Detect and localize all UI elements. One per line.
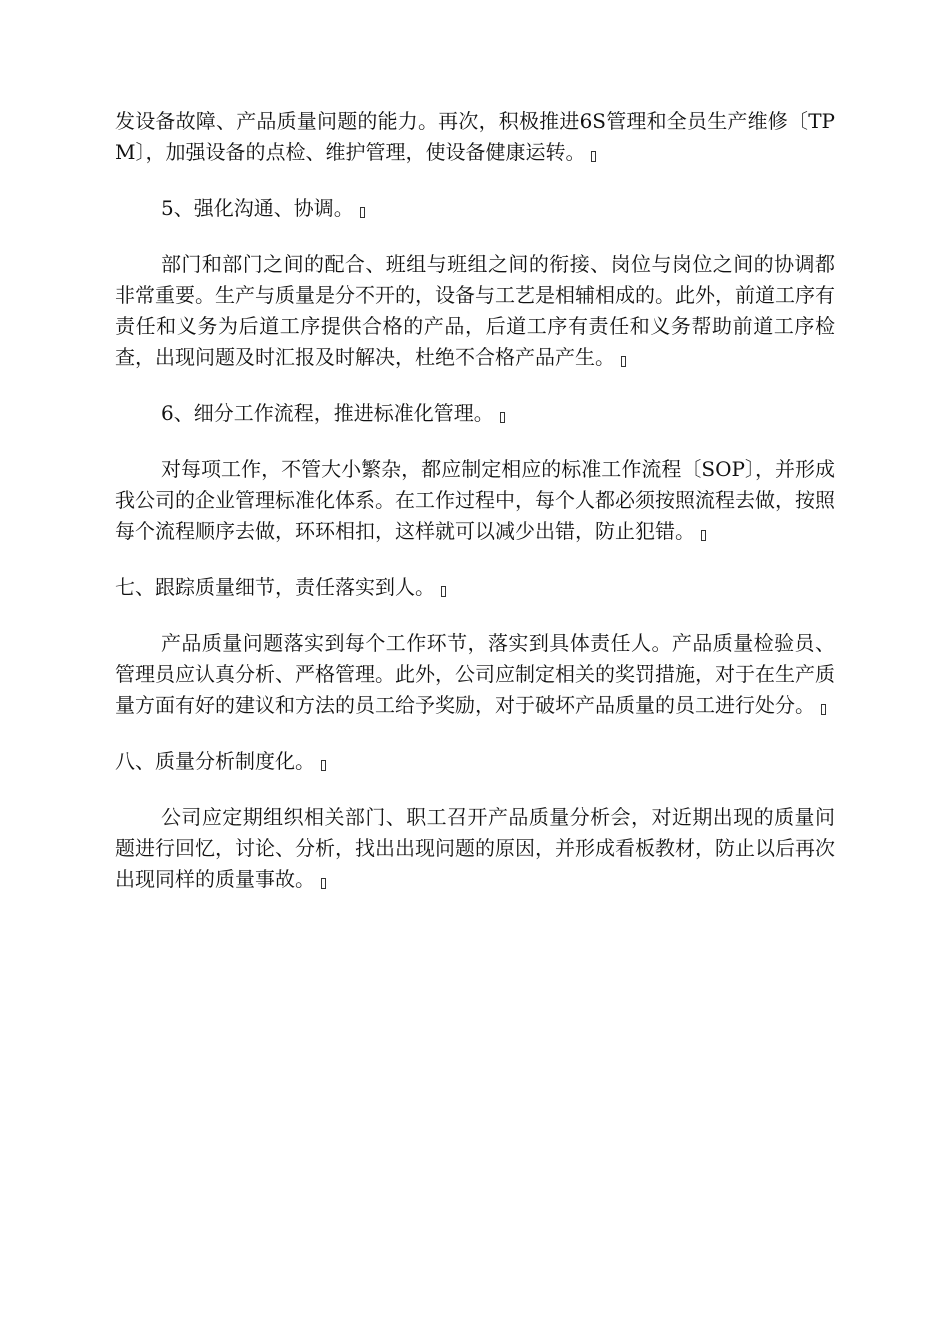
paragraph-mark-icon bbox=[321, 878, 326, 889]
paragraph-mark-icon bbox=[360, 207, 365, 218]
section-heading-6-text: 6、细分工作流程，推进标准化管理。 bbox=[161, 401, 494, 425]
section-heading-5 bbox=[115, 193, 835, 224]
paragraph-5 bbox=[115, 454, 835, 547]
paragraph-7 bbox=[115, 628, 835, 721]
section-heading-8-text: 八、质量分析制度化。 bbox=[115, 749, 315, 773]
paragraph-mark-icon bbox=[701, 530, 706, 541]
section-heading-5-text: 5、强化沟通、协调。 bbox=[161, 196, 354, 220]
section-heading-6 bbox=[115, 398, 835, 429]
document-page bbox=[115, 106, 835, 920]
paragraph-9-text: 公司应定期组织相关部门、职工召开产品质量分析会，对近期出现的质量问题进行回忆，讨论、分析，找出出现问题的原因，并形成看板教材，防止以后再次出现同样的质量事故。 bbox=[115, 805, 835, 891]
paragraph-mark-icon bbox=[591, 151, 596, 162]
paragraph-3 bbox=[115, 249, 835, 373]
section-heading-8 bbox=[115, 746, 835, 777]
paragraph-3-text: 部门和部门之间的配合、班组与班组之间的衔接、岗位与岗位之间的协调都非常重要。生产与质量是分不开的，设备与工艺是相辅相成的。此外，前道工序有责任和义务为后道工序提供合格的产品，后道工序有责任和义务帮助前道工序检查，出现问题及时汇报及时解决，杜绝不合格产品产生。 bbox=[115, 252, 835, 369]
paragraph-9 bbox=[115, 802, 835, 895]
paragraph-mark-icon bbox=[441, 586, 446, 597]
paragraph-mark-icon bbox=[500, 412, 505, 423]
paragraph-5-text: 对每项工作，不管大小繁杂，都应制定相应的标准工作流程〔SOP〕，并形成我公司的企业管理标准化体系。在工作过程中，每个人都必须按照流程去做，按照每个流程顺序去做，环环相扣，这样就可以减少出错，防止犯错。 bbox=[115, 457, 835, 543]
section-heading-7 bbox=[115, 572, 835, 603]
paragraph-7-text: 产品质量问题落实到每个工作环节，落实到具体责任人。产品质量检验员、管理员应认真分析、严格管理。此外，公司应制定相关的奖罚措施，对于在生产质量方面有好的建议和方法的员工给予奖励，对于破坏产品质量的员工进行处分。 bbox=[115, 631, 835, 717]
paragraph-mark-icon bbox=[621, 356, 626, 367]
paragraph-mark-icon bbox=[821, 704, 826, 715]
section-heading-7-text: 七、跟踪质量细节，责任落实到人。 bbox=[115, 575, 435, 599]
paragraph-mark-icon bbox=[321, 760, 326, 771]
paragraph-1 bbox=[115, 106, 835, 168]
paragraph-1-text: 发设备故障、产品质量问题的能力。再次，积极推进6S管理和全员生产维修〔TPM〕，加强设备的点检、维护管理，使设备健康运转。 bbox=[115, 109, 835, 164]
